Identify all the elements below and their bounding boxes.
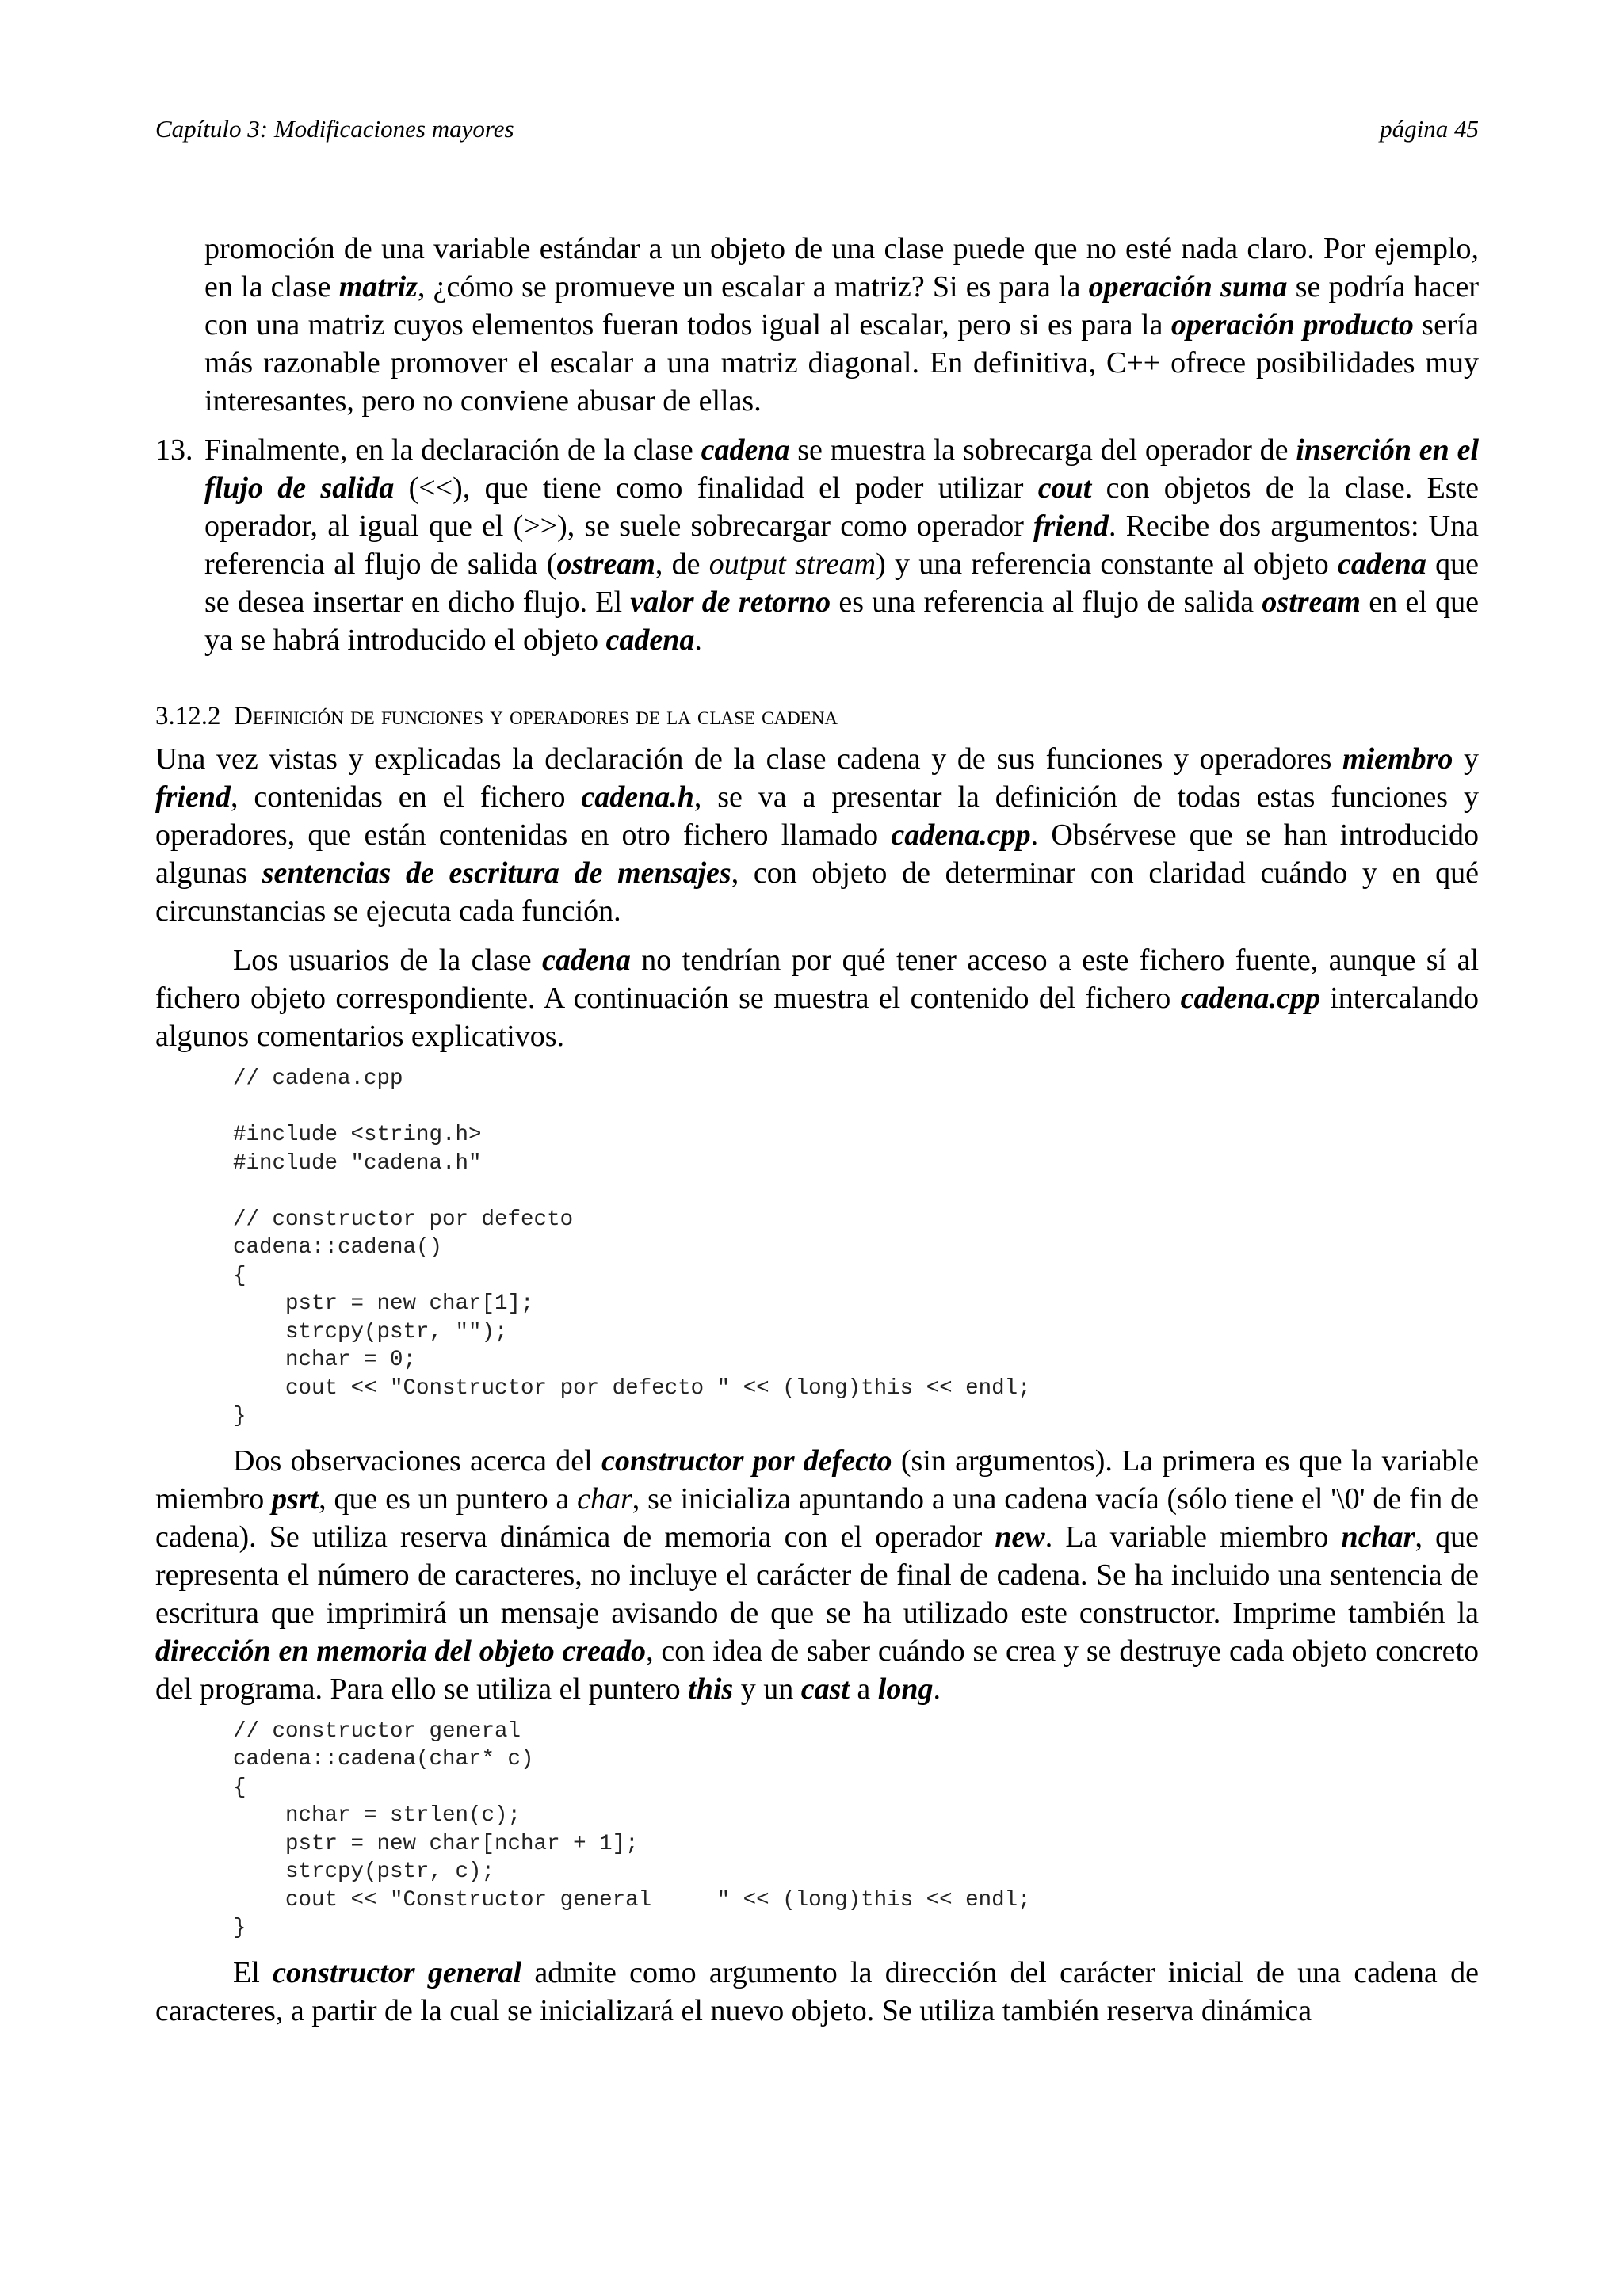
emphasis: long	[877, 1672, 934, 1706]
text: intercalando algunos comentarios explicativos.	[155, 982, 1480, 1053]
code-line: }	[233, 1916, 246, 1940]
code-line: #include <string.h>	[233, 1123, 482, 1147]
code-line: // cadena.cpp	[233, 1066, 403, 1091]
text: no tendrían por qué tener acceso a este fichero fuente, aunque sí al fichero objeto correspondiente. A continuación se muestra el contenido del fichero	[155, 944, 1479, 1015]
text: .	[694, 624, 702, 657]
section-title: Definición de funciones y operadores de la clase cadena	[234, 702, 838, 730]
code-line: nchar = strlen(c);	[233, 1803, 521, 1828]
text: y	[1453, 742, 1480, 776]
text: en el que ya se habrá introducido el objeto	[204, 585, 1479, 657]
code-line: {	[233, 1263, 246, 1288]
code-block-default-constructor	[155, 1065, 1479, 1431]
emphasis: cadena	[605, 624, 695, 657]
text: es una referencia al flujo de salida	[831, 585, 1262, 619]
code-line: cadena::cadena(char* c)	[233, 1747, 534, 1772]
running-header	[155, 113, 1479, 145]
emphasis: cadena.h	[581, 780, 694, 814]
code-line: pstr = new char[1];	[233, 1291, 534, 1316]
emphasis: operación suma	[1088, 270, 1288, 303]
emphasis: miembro	[1342, 742, 1453, 776]
code-line: {	[233, 1775, 246, 1800]
text: que se desea insertar en dicho flujo. El	[204, 547, 1480, 619]
emphasis: cadena.cpp	[1180, 982, 1320, 1015]
emphasis: this	[688, 1672, 734, 1706]
text: promoción de una variable estándar a un objeto de una clase puede que no esté nada claro. Por ejemplo, en la clase	[204, 232, 1479, 303]
text: El	[233, 1955, 273, 1989]
emphasis: operación producto	[1170, 308, 1414, 341]
text: Una vez vistas y explicadas la declaración de la clase cadena y de sus funciones y operadores	[155, 742, 1343, 776]
code-line: #include "cadena.h"	[233, 1150, 482, 1176]
emphasis: cast	[800, 1672, 850, 1706]
page-number: página 45	[1380, 115, 1479, 143]
code-line: strcpy(pstr, c);	[233, 1859, 495, 1884]
emphasis: cout	[1037, 471, 1092, 505]
paragraph-general-constructor	[155, 1954, 1479, 2030]
text: , con idea de saber cuándo se crea y se destruye cada objeto concreto del programa. Para ello se utiliza el puntero	[155, 1634, 1479, 1706]
emphasis: sentencias de escritura de mensajes	[262, 856, 731, 890]
code-line: strcpy(pstr, "");	[233, 1319, 508, 1344]
code-block-general-constructor	[155, 1718, 1479, 1943]
text: , contenidas en el fichero	[231, 780, 582, 814]
text: Dos observaciones acerca del	[233, 1444, 601, 1478]
code-line: // constructor general	[233, 1718, 521, 1744]
code-line: cadena::cadena()	[233, 1235, 443, 1260]
paragraph-default-constructor	[155, 1442, 1479, 1708]
text: se muestra la sobrecarga del operador de	[789, 433, 1296, 467]
text: a	[849, 1672, 878, 1706]
text: , ¿cómo se promueve un escalar a matriz? Si es para la	[417, 270, 1089, 303]
text: sería más razonable promover el escalar a una matriz diagonal. En definitiva, C++ ofrece posibilidades muy interesantes, pero no conviene abusar de ellas.	[204, 308, 1480, 418]
text: . Obsérvese que se han introducido algunas	[155, 818, 1479, 890]
paragraph-users	[155, 941, 1479, 1055]
paragraph-promotion	[155, 230, 1479, 420]
page-body	[155, 230, 1479, 2030]
emphasis: constructor general	[273, 1955, 522, 1989]
emphasis: ostream	[556, 547, 655, 581]
section-number: 3.12.2	[155, 702, 221, 730]
text: , se va a presentar la definición de todas estas funciones y operadores, que están contenidas en otro fichero llamado	[155, 780, 1479, 852]
text: .	[933, 1672, 941, 1706]
emphasis: cadena	[701, 433, 790, 467]
emphasis: cadena	[541, 944, 631, 977]
list-number: 13.	[155, 433, 193, 467]
code-line: }	[233, 1404, 246, 1428]
italic-text: output stream	[708, 547, 876, 581]
text: ) y una referencia constante al objeto	[876, 547, 1338, 581]
emphasis: dirección en memoria del objeto creado	[155, 1634, 647, 1668]
emphasis: nchar	[1341, 1520, 1415, 1554]
text: , se inicializa apuntando a una cadena vacía (sólo tiene el '\0' de fin de cadena). Se utiliza reserva dinámica de memoria con el operador	[155, 1482, 1479, 1554]
code-line: cout << "Constructor por defecto " << (long)this << endl;	[233, 1375, 1031, 1401]
paragraph-intro	[155, 740, 1479, 930]
text: (<<), que tiene como finalidad el poder utilizar	[394, 471, 1038, 505]
text: con objetos de la clase. Este operador, al igual que el (>>), se suele sobrecargar como operador	[204, 471, 1479, 543]
text: , de	[655, 547, 709, 581]
emphasis: constructor por defecto	[601, 1444, 892, 1478]
text: , que es un puntero a	[319, 1482, 578, 1516]
emphasis: friend	[155, 780, 231, 814]
emphasis: inserción en el flujo de salida	[204, 433, 1479, 505]
text: , que representa el número de caracteres, no incluye el carácter de final de cadena. Se ha incluido una sentencia de escritura que imprimirá un mensaje avisando de que se ha utilizado este constructor. Imprime también la	[155, 1520, 1479, 1630]
code-line: nchar = 0;	[233, 1348, 417, 1372]
text: Los usuarios de la clase	[233, 944, 542, 977]
italic-text: char	[577, 1482, 632, 1516]
emphasis: ostream	[1262, 585, 1361, 619]
text: admite como argumento la dirección del carácter inicial de una cadena de caracteres, a partir de la cual se inicializará el nuevo objeto. Se utiliza también reserva dinámica	[155, 1955, 1479, 2027]
text: y un	[733, 1672, 801, 1706]
text: (sin argumentos). La primera es que la variable miembro	[155, 1444, 1479, 1516]
emphasis: cadena.cpp	[891, 818, 1031, 852]
code-line: // constructor por defecto	[233, 1207, 574, 1232]
emphasis: friend	[1033, 509, 1109, 543]
text: . Recibe dos argumentos: Una referencia al flujo de salida (	[204, 509, 1479, 581]
emphasis: matriz	[338, 270, 418, 303]
code-line: cout << "Constructor general " << (long)this << endl;	[233, 1887, 1031, 1913]
text: se podría hacer con una matriz cuyos elementos fueran todos igual al escalar, pero si es para la	[204, 270, 1479, 341]
list-item-13	[155, 431, 1479, 659]
text: , con objeto de determinar con claridad cuándo y en qué circunstancias se ejecuta cada función.	[155, 856, 1479, 928]
chapter-title: Capítulo 3: Modificaciones mayores	[155, 115, 514, 143]
code-line: pstr = new char[nchar + 1];	[233, 1831, 639, 1856]
emphasis: new	[995, 1520, 1045, 1554]
section-heading	[155, 699, 1479, 734]
emphasis: valor de retorno	[630, 585, 831, 619]
text: . La variable miembro	[1044, 1520, 1342, 1554]
text: Finalmente, en la declaración de la clase	[204, 433, 701, 467]
emphasis: cadena	[1338, 547, 1426, 581]
emphasis: psrt	[272, 1482, 319, 1516]
